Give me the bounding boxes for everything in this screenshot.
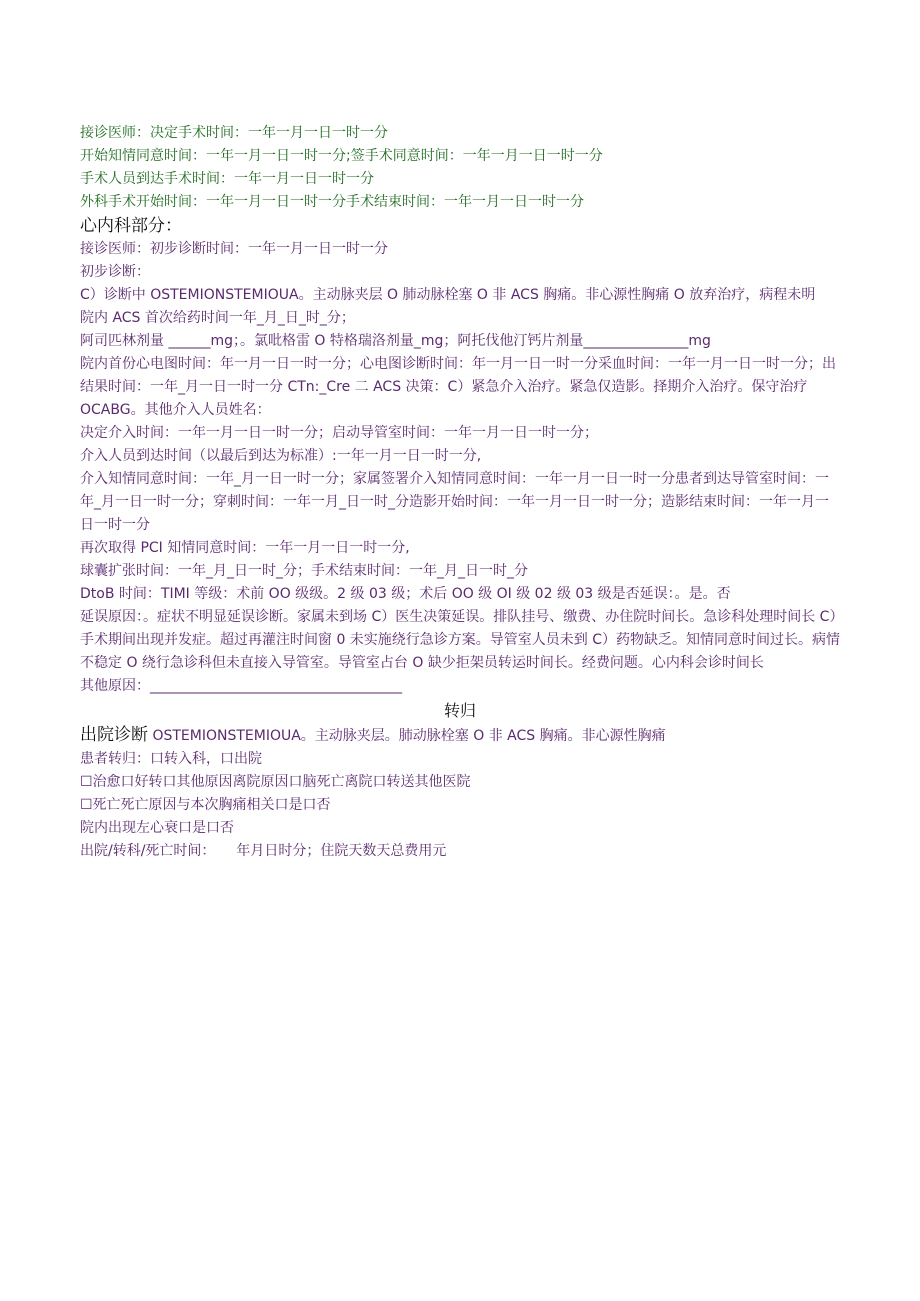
cardio-line-10: 再次取得 PCI 知情同意时间：一年一月一日一时一分, (80, 540, 410, 556)
outcome-line-2: ☐治愈口好转口其他原因离院原因口脑死亡离院口转送其他医院 (80, 774, 471, 790)
cardio-medication-doses: 阿司匹林剂量 ______mg；。氯吡格雷 O 特格瑞洛剂量_mg；阿托伐他汀钙片剂量_______________mg (80, 333, 711, 349)
discharge-diagnosis-label: 出院诊断 (80, 725, 148, 745)
outcome-line-1: 患者转归：口转入科，口出院 (80, 751, 262, 767)
outcome-line-5: 出院/转科/死亡时间： 年月日时分；住院天数天总费用元 (80, 843, 447, 859)
cardio-ecg-section: 院内首份心电图时间：年一月一日一时一分；心电图诊断时间：年一月一日一时一分采血时间：一年一月一日一时一分；出结果时间：一年_月一日一时一分 CTn:_Cre 二 ACS 决策：C）紧急介入治疗。紧急仅造影。择期介入治疗。保守治疗 OCABG。其他介入人员姓名： (80, 356, 836, 418)
cardio-consent-section: 介入知情同意时间：一年_月一日一时一分；家属签署介入知情同意时间：一年一月一日一时一分患者到达导管室时间：一年_月一日一时一分；穿刺时间：一年一月_日一时_分造影开始时间：一年一月一日一时一分；造影结束时间：一年一月一日一时一分 (80, 471, 829, 533)
document-body (80, 122, 842, 863)
outcome-line-4: 院内出现左心衰口是口否 (80, 820, 234, 836)
cardio-line-1: 接诊医师：初步诊断时间：一年一月一日一时一分 (80, 241, 388, 257)
outcome-line-3: ☐死亡死亡原因与本次胸痛相关口是口否 (80, 797, 331, 813)
surgery-line-3: 手术人员到达手术时间：一年一月一日一时一分 (80, 171, 374, 187)
cardio-other-reasons: 其他原因：____________________________________ (80, 678, 402, 694)
cardio-diagnosis-options: C）诊断中 OSTEMIONSTEMIOUA。主动脉夹层 O 肺动脉栓塞 O 非 ACS 胸痛。非心源性胸痛 O 放弃治疗，病程未明 (80, 287, 816, 303)
cardio-line-2: 初步诊断： (80, 264, 150, 280)
cardio-line-8: 介入人员到达时间（以最后到达为标准）:一年一月一日一时一分, (80, 448, 482, 464)
surgery-line-2: 开始知情同意时间：一年一月一日一时一分;签手术同意时间：一年一月一日一时一分 (80, 148, 603, 164)
cardio-delay-reasons: 延误原因：。症状不明显延误诊断。家属未到场 C）医生决策延误。排队挂号、缴费、办住院时间长。急诊科处理时间长 C）手术期间出现并发症。超过再灌注时间窗 0 未实施绕行急诊方案。导管室人员未到 C）药物缺乏。知情同意时间过长。病情不稳定 O 绕行急诊科但未直接入导管室。导管室占台 O 缺少拒架员转运时间长。经费问题。心内科会诊时间长 (80, 609, 841, 671)
cardio-line-11: 球囊扩张时间：一年_月_日一时_分；手术结束时间：一年_月_日一时_分 (80, 563, 528, 579)
cardio-line-4: 院内 ACS 首次给药时间一年_月_日_时_分； (80, 310, 355, 326)
outcome-title: 转归 (443, 701, 476, 720)
surgery-line-1: 接诊医师：决定手术时间：一年一月一日一时一分 (80, 125, 388, 141)
cardio-timi-line: DtoB 时间：TIMI 等级：术前 OO 级级。2 级 03 级；术后 OO 级 OI 级 02 级 03 级是否延误：。是。否 (80, 586, 731, 602)
cardio-line-7: 决定介入时间：一年一月一日一时一分；启动导管室时间：一年一月一日一时一分； (80, 425, 598, 441)
discharge-diagnosis-text: OSTEMIONSTEMIOUA。主动脉夹层。肺动脉栓塞 O 非 ACS 胸痛。非心源性胸痛 (148, 728, 666, 744)
discharge-diagnosis-line (80, 724, 842, 748)
cardio-heading: 心内科部分： (80, 216, 182, 236)
surgery-line-4: 外科手术开始时间：一年一月一日一时一分手术结束时间：一年一月一日一时一分 (80, 194, 584, 210)
